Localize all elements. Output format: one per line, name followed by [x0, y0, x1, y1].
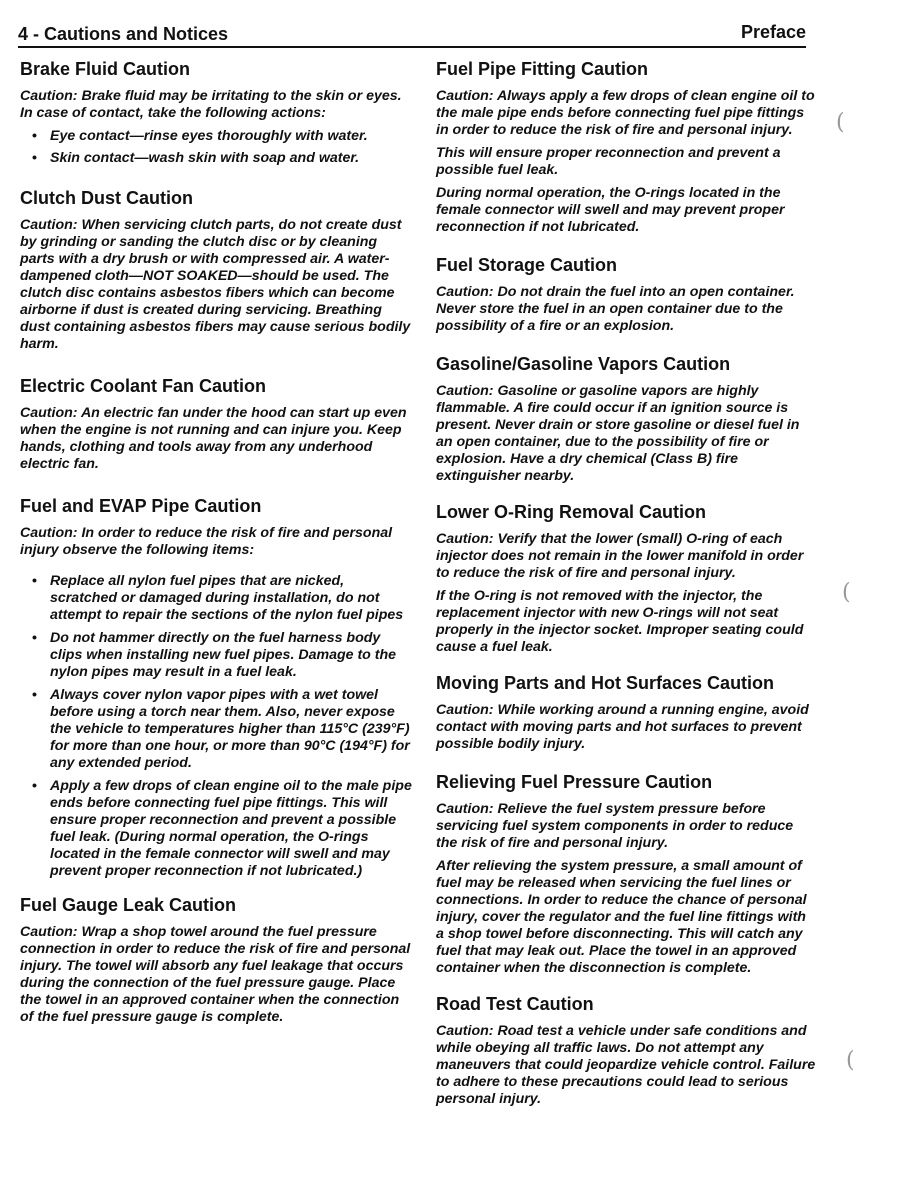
section-title: Relieving Fuel Pressure Caution	[436, 772, 713, 792]
margin-mark: (	[846, 1048, 855, 1073]
section-title: Moving Parts and Hot Surfaces Caution	[436, 673, 775, 693]
caution-text: Caution: Gasoline or gasoline vapors are highly flammable. A fire could occur if an ignition source is present. Never drain or store gasoline or diesel fuel in an open container, due to the possibility of fire or explosion. Have a dry chemical (Class B) fire extinguisher nearby.	[436, 383, 800, 484]
section-title: Fuel Pipe Fitting Caution	[436, 59, 648, 79]
margin-mark: (	[842, 580, 851, 605]
fuel-pipe-fitting-caution	[436, 58, 816, 236]
left-column	[20, 58, 415, 1032]
list-item: • Skin contact—wash skin with soap and water.	[32, 150, 360, 166]
caution-text: During normal operation, the O-rings located in the female connector will swell and may prevent proper reconnection if not lubricated.	[436, 185, 785, 235]
caution-text: Caution: In order to reduce the risk of fire and personal injury observe the following items:	[20, 525, 393, 558]
caution-text: If the O-ring is not removed with the injector, the replacement injector with new O-rings will not seat properly in the injector socket. Improper seating could cause a fuel leak.	[436, 588, 804, 655]
page-header	[18, 22, 806, 48]
moving-parts-hot-surfaces-caution	[436, 672, 816, 753]
caution-text: Caution: Relieve the fuel system pressure before servicing fuel system components in order to reduce the risk of fire and personal injury.	[436, 801, 794, 851]
section-title: Clutch Dust Caution	[20, 188, 193, 208]
page-number-and-chapter: 4 - Cautions and Notices	[18, 24, 229, 44]
bullet-icon: •	[32, 128, 37, 144]
section-label: Preface	[740, 22, 806, 42]
lower-o-ring-removal-caution	[436, 501, 816, 656]
gasoline-vapors-caution	[436, 353, 816, 485]
section-title: Fuel and EVAP Pipe Caution	[20, 496, 262, 516]
clutch-dust-caution	[20, 187, 415, 353]
caution-text: Caution: Wrap a shop towel around the fuel pressure connection in order to reduce the risk of fire and personal injury. The towel will absorb any fuel leakage that occurs during the connection of the fuel pressure gauge. Place the towel in an approved container when the connection of the fuel pressure gauge is complete.	[20, 924, 411, 1025]
list-item: • Replace all nylon fuel pipes that are nicked, scratched or damaged during installation, do not attempt to repair the sections of the nylon fuel pipes	[32, 573, 404, 623]
fuel-evap-pipe-caution	[20, 495, 415, 880]
caution-text: Caution: While working around a running engine, avoid contact with moving parts and hot surfaces to prevent possible bodily injury.	[436, 702, 809, 752]
section-title: Fuel Gauge Leak Caution	[20, 895, 237, 915]
caution-text: Caution: Road test a vehicle under safe conditions and while obeying all traffic laws. Do not attempt any maneuvers that could jeopardize vehicle control. Failure to adhere to these precautions could lead to serious personal injury.	[436, 1023, 816, 1107]
caution-text: Caution: Verify that the lower (small) O-ring of each injector does not remain in the lower manifold in order to reduce the risk of fire and personal injury.	[436, 531, 804, 581]
fuel-storage-caution	[436, 254, 816, 335]
caution-text: This will ensure proper reconnection and prevent a possible fuel leak.	[436, 145, 781, 178]
bullet-icon: •	[32, 630, 37, 646]
section-title: Road Test Caution	[436, 994, 594, 1014]
section-title: Lower O-Ring Removal Caution	[436, 502, 707, 522]
caution-text: Caution: Brake fluid may be irritating to the skin or eyes. In case of contact, take the following actions:	[20, 88, 402, 121]
right-column	[436, 58, 816, 1114]
bullet-icon: •	[32, 687, 37, 703]
relieving-fuel-pressure-caution	[436, 771, 816, 977]
bullet-icon: •	[32, 778, 37, 794]
bullet-list	[20, 128, 415, 167]
bullet-icon: •	[32, 573, 37, 589]
caution-text: Caution: Do not drain the fuel into an open container. Never store the fuel in an open container due to the possibility of a fire or an explosion.	[436, 284, 795, 334]
caution-text: After relieving the system pressure, a small amount of fuel may be released when servicing the fuel lines or connections. In order to reduce the chance of personal injury, cover the regulator and the fuel line fittings with a shop towel before disconnecting. This will catch any fuel that may leak out. Place the towel in an approved container when the disconnection is complete.	[436, 858, 807, 976]
list-item: • Do not hammer directly on the fuel harness body clips when installing new fuel pipes. Damage to the nylon pipes may result in a fuel leak.	[32, 630, 397, 680]
electric-coolant-fan-caution	[20, 375, 415, 473]
bullet-icon: •	[32, 150, 37, 166]
list-item: • Eye contact—rinse eyes thoroughly with water.	[32, 128, 368, 144]
margin-mark: (	[836, 110, 845, 135]
list-item: • Apply a few drops of clean engine oil to the male pipe ends before connecting fuel pipe fittings. This will ensure proper reconnection and prevent a possible fuel leak. (During normal operation, the O-rings located in the female connector will swell and may prevent proper reconnection if not lubricated.)	[32, 778, 412, 879]
fuel-gauge-leak-caution	[20, 894, 415, 1026]
bullet-list	[20, 573, 415, 880]
caution-text: Caution: When servicing clutch parts, do not create dust by grinding or sanding the clutch disc or by cleaning parts with a dry brush or with compressed air. A water-dampened cloth—NOT SOAKED—should be used. The clutch disc contains asbestos fibers which can become airborne if dust is created during servicing. Breathing dust containing asbestos fibers may cause serious bodily harm.	[20, 217, 411, 352]
road-test-caution	[436, 993, 816, 1108]
section-title: Gasoline/Gasoline Vapors Caution	[436, 354, 731, 374]
section-title: Electric Coolant Fan Caution	[20, 376, 267, 396]
brake-fluid-caution	[20, 58, 415, 167]
section-title: Brake Fluid Caution	[20, 59, 191, 79]
section-title: Fuel Storage Caution	[436, 255, 618, 275]
caution-text: Caution: An electric fan under the hood can start up even when the engine is not running and can injure you. Keep hands, clothing and tools away from any underhood electric fan.	[20, 405, 407, 472]
list-item: • Always cover nylon vapor pipes with a wet towel before using a torch near them. Also, never expose the vehicle to temperatures higher than 115°C (239°F) for more than one hour, or more than 90°C (194°F) for any extended period.	[32, 687, 410, 771]
caution-text: Caution: Always apply a few drops of clean engine oil to the male pipe ends before connecting fuel pipe fittings in order to reduce the risk of fire and personal injury.	[436, 88, 815, 138]
